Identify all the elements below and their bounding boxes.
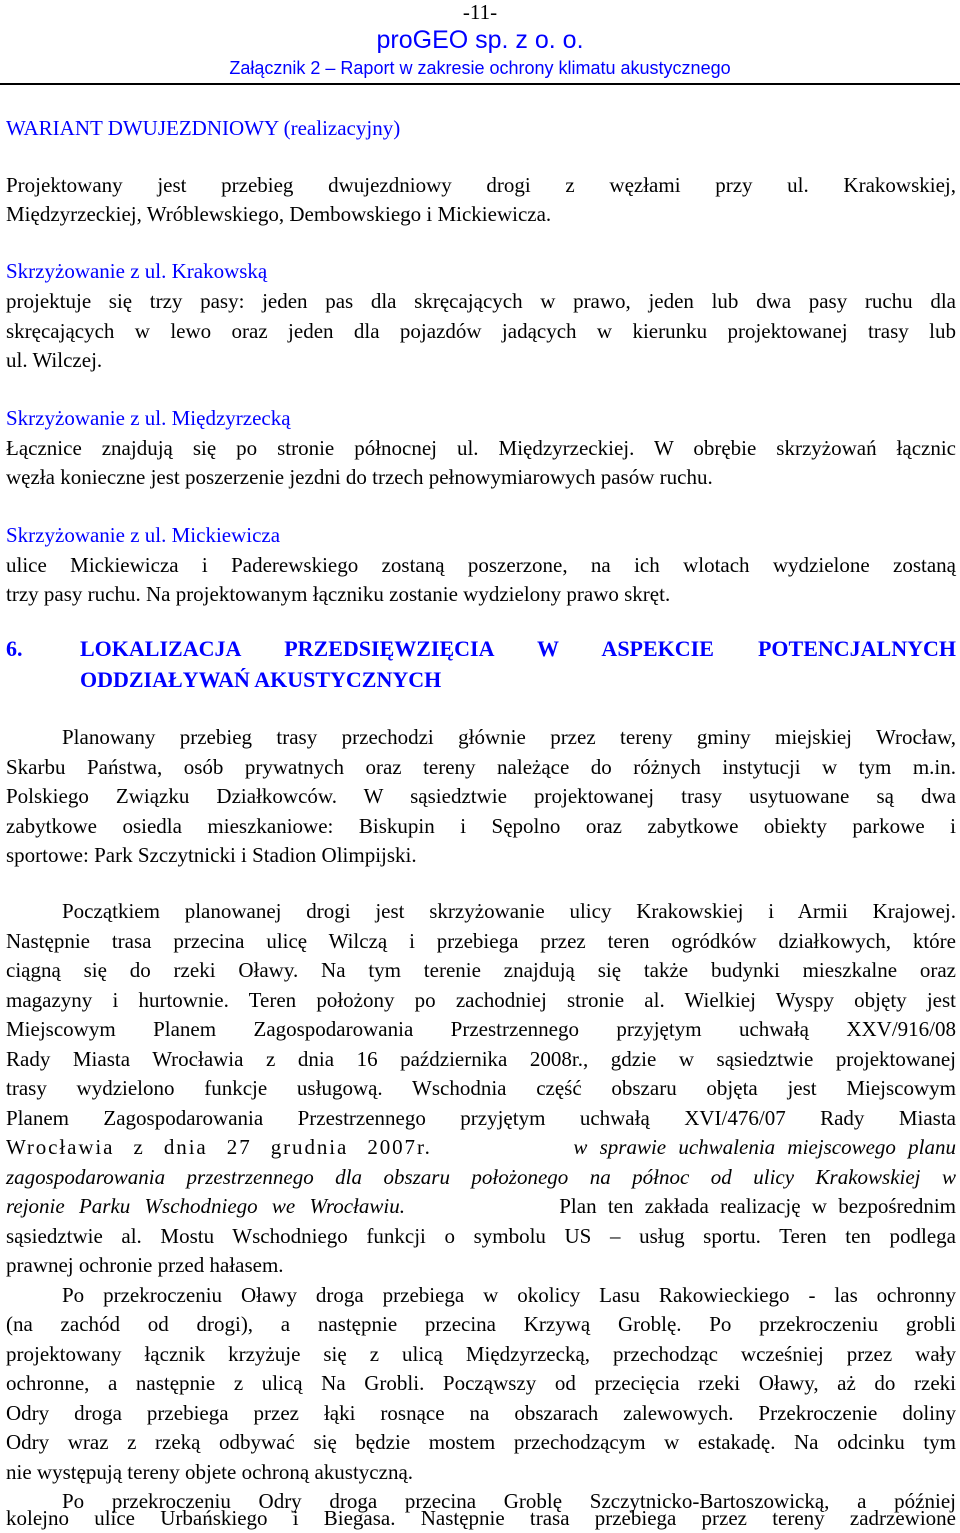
page-header (0, 0, 960, 86)
para3-line-5: Odry droga przebiega przez łąki rosnące na obszarach zalewowych. Przekroczenie doliny (6, 1401, 956, 1425)
para2-line-11 (6, 1191, 956, 1221)
para3-line-3: projektowany łącznik krzyżuje się z ulicą Międzyrzecką, przechodząc wcześniej przez wały (6, 1342, 956, 1366)
para2-line-10: zagospodarowania przestrzennego dla obszaru położonego na północ od ulicy Krakowskiej w (6, 1165, 956, 1189)
annex-title: Załącznik 2 – Raport w zakresie ochrony klimatu akustycznego (229, 58, 731, 78)
para4-line-1: Po przekroczeniu Odry droga przecina Groblę Szczytnicko-Bartoszowicką, a później (62, 1489, 956, 1513)
para1-line-2: Skarbu Państwa, osób prywatnych oraz tereny należące do różnych instytucji w tym m.in. (6, 755, 956, 779)
variant-title: WARIANT DWUJEZDNIOWY (realizacyjny) (6, 116, 401, 140)
para4-line-2: kolejno ulice Urbańskiego i Biegasa. Następnie trasa przebiega przez tereny zadrzewione (6, 1506, 956, 1530)
krakowska-line-1: projektuje się trzy pasy: jeden pas dla skręcających w prawo, jeden lub dwa pasy ruchu dla (6, 289, 956, 313)
miedzyrzecka-line-1: Łącznice znajdują się po stronie północnej ul. Międzyrzeckiej. W obrębie skrzyżowań łącznic (6, 436, 956, 460)
page-number: -11- (462, 0, 498, 24)
para2-line-6: Rady Miasta Wrocławia z dnia 16 października 2008r., gdzie w sąsiedztwie projektowanej (6, 1047, 956, 1071)
para3-line-1: Po przekroczeniu Oławy droga przebiega w okolicy Lasu Rakowieckiego - las ochronny (62, 1283, 956, 1307)
para2-line-4: magazyny i hurtownie. Teren położony po zachodniej stronie al. Wielkiej Wyspy objęty jest (6, 988, 956, 1012)
para1-line-1: Planowany przebieg trasy przechodzi głównie przez tereny gminy miejskiej Wrocław, (62, 725, 956, 749)
para2-line-9-a: Wrocławia z dnia 27 grudnia 2007r. (6, 1135, 432, 1159)
section-6-heading (6, 634, 956, 696)
header-rule (0, 83, 960, 85)
miedzyrzecka-line-2: węzła konieczne jest poszerzenie jezdni do trzech pełnowymiarowych pasów ruchu. (6, 465, 713, 489)
section-title-line-2: ODDZIAŁYWAŃ AKUSTYCZNYCH (80, 667, 442, 692)
para1-line-5: sportowe: Park Szczytnicki i Stadion Olimpijski. (6, 843, 417, 867)
krakowska-line-3: ul. Wilczej. (6, 348, 103, 372)
variant-line-2: Międzyrzeckiej, Wróblewskiego, Dembowskiego i Mickiewicza. (6, 202, 552, 226)
para2-line-9 (6, 1132, 956, 1162)
para2-line-5: Miejscowym Planem Zagospodarowania Przestrzennego przyjętym uchwałą XXV/916/08 (6, 1017, 956, 1041)
para2-line-3: ciągną się do rzeki Oławy. Na tym terenie znajdują się także budynki mieszkalne oraz (6, 958, 956, 982)
para2-line-12: sąsiedztwie al. Mostu Wschodniego funkcji o symbolu US – usług sportu. Teren ten podlega (6, 1224, 956, 1248)
mickiewicza-line-1: ulice Mickiewicza i Paderewskiego zostaną poszerzone, na ich wlotach wydzielone zostaną (6, 553, 956, 577)
mickiewicza-heading: Skrzyżowanie z ul. Mickiewicza (6, 523, 281, 547)
para3-line-6: Odry wraz z rzeką odbywać się będzie mostem przechodzącym w estakadę. Na odcinku tym (6, 1430, 956, 1454)
para2-line-13: prawnej ochronie przed hałasem. (6, 1253, 284, 1277)
para2-line-9-b: w sprawie uchwalenia miejscowego planu (573, 1135, 956, 1159)
para2-line-2: Następnie trasa przecina ulicę Wilczą i przebiega przez teren ogródków działkowych, które (6, 929, 956, 953)
mickiewicza-line-2: trzy pasy ruchu. Na projektowanym łączniku zostanie wydzielony prawo skręt. (6, 582, 671, 606)
variant-line-1: Projektowany jest przebieg dwujezdniowy drogi z węzłami przy ul. Krakowskiej, (6, 173, 956, 197)
para2-line-8: Planem Zagospodarowania Przestrzennego przyjętym uchwałą XVI/476/07 Rady Miasta (6, 1106, 956, 1130)
para2-line-1: Początkiem planowanej drogi jest skrzyżowanie ulicy Krakowskiej i Armii Krajowej. (62, 899, 956, 923)
para3-line-2: (na zachód od drogi), a następnie przecina Krzywą Groblę. Po przekroczeniu grobli (6, 1312, 956, 1336)
miedzyrzecka-heading: Skrzyżowanie z ul. Międzyrzecką (6, 406, 291, 430)
para2-line-11-b: Plan ten zakłada realizację w bezpośrednim (559, 1194, 956, 1218)
para2-line-11-a: rejonie Parku Wschodniego we Wrocławiu. (6, 1194, 405, 1218)
krakowska-line-2: skręcających w lewo oraz jeden dla pojazdów jadących w kierunku projektowanej trasy lub (6, 319, 956, 343)
section-number: 6. (6, 636, 23, 661)
para1-line-3: Polskiego Związku Działkowców. W sąsiedztwie projektowanej trasy usytuowane są dwa (6, 784, 956, 808)
para3-line-4: ochronne, a następnie z ulicą Na Grobli. Począwszy od przecięcia rzeki Oławy, aż do rzeki (6, 1371, 956, 1395)
company-name: proGEO sp. z o. o. (376, 26, 584, 54)
para1-line-4: zabytkowe osiedla mieszkaniowe: Biskupin i Sępolno oraz zabytkowe obiekty parkowe i (6, 814, 956, 838)
section-title-line-1: LOKALIZACJA PRZEDSIĘWZIĘCIA W ASPEKCIE POTENCJALNYCH (80, 636, 956, 661)
krakowska-heading: Skrzyżowanie z ul. Krakowską (6, 259, 268, 283)
para3-line-7: nie występują tereny objete ochroną akustyczną. (6, 1460, 414, 1484)
para2-line-7: trasy wydzielono funkcje usługową. Wschodnia część obszaru objęta jest Miejscowym (6, 1076, 956, 1100)
